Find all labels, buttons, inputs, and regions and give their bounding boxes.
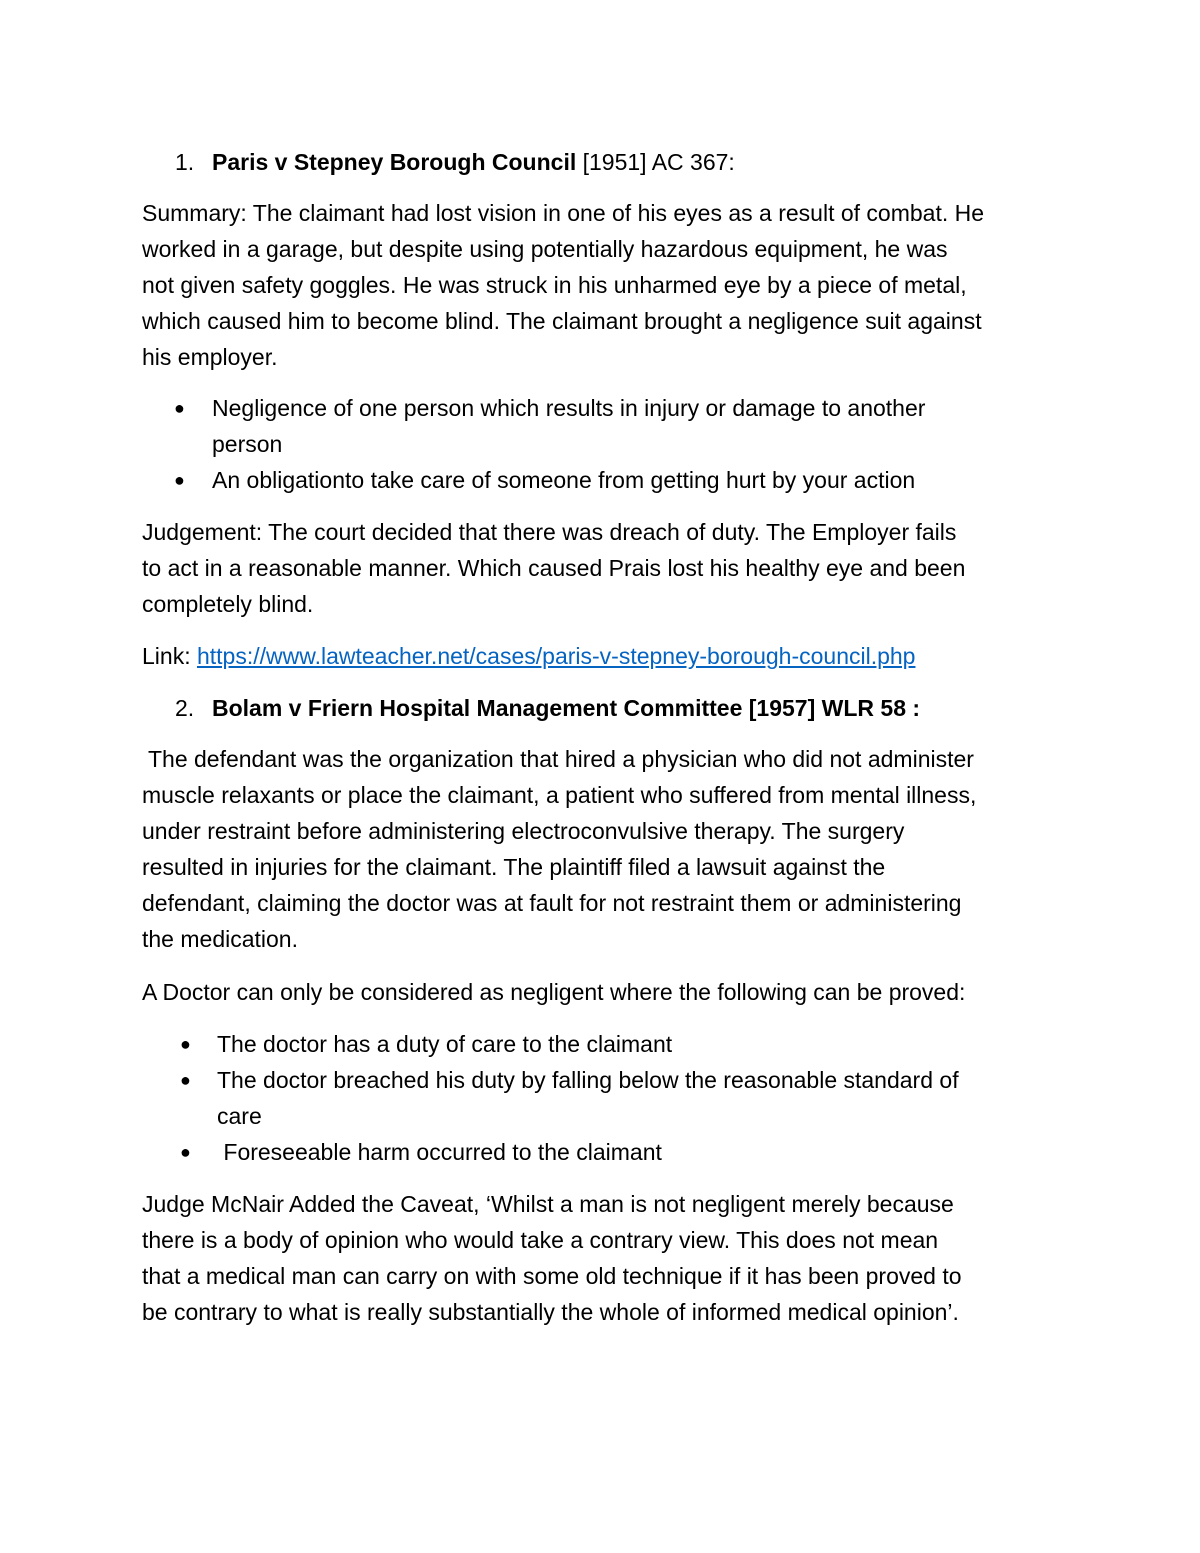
- bullet-dot: ●: [174, 470, 185, 490]
- case2-caveat-line: that a medical man can carry on with some old technique if it has been proved to: [142, 1263, 962, 1289]
- case1-heading: [212, 144, 735, 180]
- case1-summary-line: his employer.: [142, 344, 278, 370]
- case1-summary-line: Summary: The claimant had lost vision in one of his eyes as a result of combat. He: [142, 200, 985, 226]
- case2-bullet-text: The doctor has a duty of care to the claimant: [217, 1031, 673, 1057]
- case1-link-row: [142, 638, 915, 674]
- case1-title: Paris v Stepney Borough Council: [212, 149, 577, 175]
- bullet-dot: ●: [180, 1070, 191, 1090]
- case2-paragraph-line: the medication.: [142, 926, 298, 952]
- case2-bullet-text: care: [217, 1103, 262, 1129]
- case2-bullet-text: The doctor breached his duty by falling below the reasonable standard of: [217, 1067, 959, 1093]
- case2-paragraph-line: The defendant was the organization that hired a physician who did not administer: [142, 746, 974, 772]
- bullet-dot: ●: [174, 398, 185, 418]
- case2-paragraph-line: resulted in injuries for the claimant. The plaintiff filed a lawsuit against the: [142, 854, 886, 880]
- case2-caveat-line: there is a body of opinion who would take a contrary view. This does not mean: [142, 1227, 939, 1253]
- case2-intro: A Doctor can only be considered as negligent where the following can be proved:: [142, 979, 966, 1005]
- case2-paragraph-line: under restraint before administering electroconvulsive therapy. The surgery: [142, 818, 905, 844]
- case2-paragraph-line: defendant, claiming the doctor was at fault for not restraint them or administering: [142, 890, 962, 916]
- case2-heading: [212, 690, 920, 726]
- case1-judgement-line: to act in a reasonable manner. Which caused Prais lost his healthy eye and been: [142, 555, 966, 581]
- link-label: Link:: [142, 643, 197, 669]
- case1-citation-year: [1951]: [582, 149, 647, 175]
- bullet-dot: ●: [180, 1034, 191, 1054]
- case1-judgement-line: Judgement: The court decided that there was dreach of duty. The Employer fails: [142, 519, 957, 545]
- bullet-dot: ●: [180, 1142, 191, 1162]
- case1-bullet-text: person: [212, 431, 283, 457]
- case2-bullet-text: Foreseeable harm occurred to the claimant: [217, 1139, 662, 1165]
- case1-number: 1.: [175, 149, 195, 175]
- case2-paragraph-line: muscle relaxants or place the claimant, a patient who suffered from mental illness,: [142, 782, 977, 808]
- case2-title: Bolam v Friern Hospital Management Committee [1957] WLR 58 :: [212, 695, 921, 721]
- case1-bullet-text: Negligence of one person which results in injury or damage to another: [212, 395, 926, 421]
- case1-summary-line: which caused him to become blind. The claimant brought a negligence suit against: [142, 308, 982, 334]
- case2-caveat-line: Judge McNair Added the Caveat, ‘Whilst a man is not negligent merely because: [142, 1191, 954, 1217]
- case1-summary-line: not given safety goggles. He was struck in his unharmed eye by a piece of metal,: [142, 272, 967, 298]
- case1-summary-line: worked in a garage, but despite using potentially hazardous equipment, he was: [142, 236, 948, 262]
- case1-bullet-text: An obligationto take care of someone from getting hurt by your action: [212, 467, 916, 493]
- case1-citation-rest: AC 367:: [646, 149, 735, 175]
- case2-caveat-line: be contrary to what is really substantially the whole of informed medical opinion’.: [142, 1299, 959, 1325]
- case1-judgement-line: completely blind.: [142, 591, 314, 617]
- case2-number: 2.: [175, 695, 195, 721]
- case-link[interactable]: https://www.lawteacher.net/cases/paris-v-stepney-borough-council.php: [196, 643, 916, 669]
